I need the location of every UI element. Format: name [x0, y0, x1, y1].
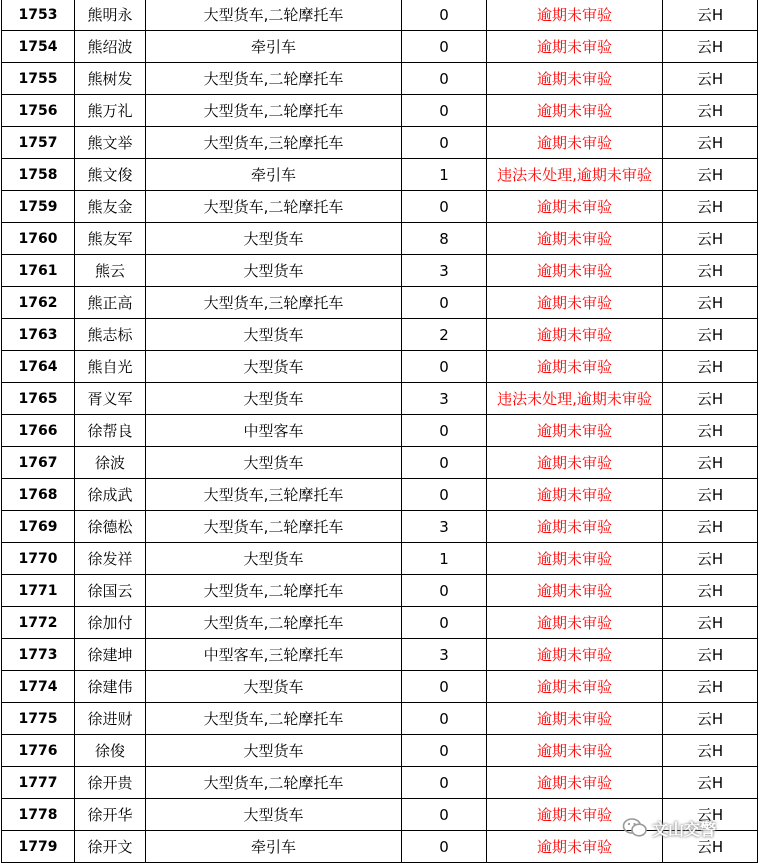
plate-region-cell: 云H: [663, 191, 758, 223]
driver-name-cell: 熊云: [75, 255, 146, 287]
status-cell: 逾期未审验: [487, 63, 663, 95]
driver-name-cell: 熊明永: [75, 0, 146, 31]
violation-count-cell: 0: [402, 575, 487, 607]
driver-name-cell: 熊友金: [75, 191, 146, 223]
table-row: [2, 703, 758, 735]
driver-name-cell: 徐加付: [75, 607, 146, 639]
status-cell: 逾期未审验: [487, 767, 663, 799]
violation-count-cell: 0: [402, 799, 487, 831]
vehicle-class-cell: 大型货车,二轮摩托车: [146, 703, 402, 735]
row-number-cell: 1769: [2, 511, 75, 543]
table-row: [2, 255, 758, 287]
plate-region-cell: 云H: [663, 703, 758, 735]
row-number-cell: 1778: [2, 799, 75, 831]
violation-count-cell: 0: [402, 703, 487, 735]
status-cell: 逾期未审验: [487, 511, 663, 543]
table-row: [2, 607, 758, 639]
vehicle-class-cell: 大型货车: [146, 799, 402, 831]
driver-name-cell: 徐俊: [75, 735, 146, 767]
vehicle-class-cell: 中型客车: [146, 415, 402, 447]
driver-name-cell: 徐建伟: [75, 671, 146, 703]
driver-name-cell: 徐进财: [75, 703, 146, 735]
driver-name-cell: 徐波: [75, 447, 146, 479]
vehicle-class-cell: 中型客车,三轮摩托车: [146, 639, 402, 671]
table-row: [2, 511, 758, 543]
plate-region-cell: 云H: [663, 383, 758, 415]
vehicle-class-cell: 大型货车,二轮摩托车: [146, 95, 402, 127]
violation-count-cell: 1: [402, 543, 487, 575]
vehicle-class-cell: 大型货车,二轮摩托车: [146, 191, 402, 223]
plate-region-cell: 云H: [663, 543, 758, 575]
violation-count-cell: 0: [402, 63, 487, 95]
driver-name-cell: 熊自光: [75, 351, 146, 383]
driver-name-cell: 徐发祥: [75, 543, 146, 575]
status-cell: 逾期未审验: [487, 479, 663, 511]
watermark-text: 文山交警: [652, 819, 717, 839]
status-cell: 逾期未审验: [487, 223, 663, 255]
status-cell: 逾期未审验: [487, 319, 663, 351]
violation-count-cell: 3: [402, 639, 487, 671]
row-number-cell: 1763: [2, 319, 75, 351]
status-cell: 违法未处理,逾期未审验: [487, 383, 663, 415]
row-number-cell: 1764: [2, 351, 75, 383]
row-number-cell: 1775: [2, 703, 75, 735]
table-row: [2, 95, 758, 127]
status-cell: 逾期未审验: [487, 0, 663, 31]
wechat-icon: [622, 817, 648, 839]
row-number-cell: 1758: [2, 159, 75, 191]
driver-name-cell: 熊文举: [75, 127, 146, 159]
status-cell: 逾期未审验: [487, 831, 663, 863]
plate-region-cell: 云H: [663, 831, 758, 863]
plate-region-cell: 云H: [663, 31, 758, 63]
table-row: [2, 671, 758, 703]
vehicle-class-cell: 大型货车: [146, 735, 402, 767]
status-cell: 逾期未审验: [487, 191, 663, 223]
row-number-cell: 1774: [2, 671, 75, 703]
plate-region-cell: 云H: [663, 607, 758, 639]
driver-name-cell: 徐德松: [75, 511, 146, 543]
status-cell: 逾期未审验: [487, 415, 663, 447]
vehicle-class-cell: 大型货车: [146, 255, 402, 287]
status-cell: 逾期未审验: [487, 799, 663, 831]
plate-region-cell: 云H: [663, 287, 758, 319]
vehicle-class-cell: 大型货车,二轮摩托车: [146, 767, 402, 799]
violation-count-cell: 0: [402, 95, 487, 127]
violation-count-cell: 3: [402, 511, 487, 543]
plate-region-cell: 云H: [663, 479, 758, 511]
status-cell: 逾期未审验: [487, 607, 663, 639]
plate-region-cell: 云H: [663, 575, 758, 607]
driver-name-cell: 徐建坤: [75, 639, 146, 671]
table-row: [2, 735, 758, 767]
driver-name-cell: 徐开贵: [75, 767, 146, 799]
driver-record-table: [1, 0, 758, 863]
table-row: [2, 575, 758, 607]
table-row: [2, 415, 758, 447]
violation-count-cell: 0: [402, 607, 487, 639]
table-row: [2, 767, 758, 799]
driver-name-cell: 熊志标: [75, 319, 146, 351]
row-number-cell: 1776: [2, 735, 75, 767]
table-row: [2, 287, 758, 319]
violation-count-cell: 0: [402, 0, 487, 31]
table-row: [2, 319, 758, 351]
row-number-cell: 1754: [2, 31, 75, 63]
status-cell: 逾期未审验: [487, 575, 663, 607]
table-row: [2, 447, 758, 479]
violation-count-cell: 0: [402, 351, 487, 383]
row-number-cell: 1761: [2, 255, 75, 287]
row-number-cell: 1772: [2, 607, 75, 639]
table-row: [2, 639, 758, 671]
vehicle-class-cell: 大型货车,二轮摩托车: [146, 63, 402, 95]
vehicle-class-cell: 大型货车,三轮摩托车: [146, 479, 402, 511]
plate-region-cell: 云H: [663, 447, 758, 479]
vehicle-class-cell: 大型货车,三轮摩托车: [146, 287, 402, 319]
row-number-cell: 1762: [2, 287, 75, 319]
driver-name-cell: 徐国云: [75, 575, 146, 607]
status-cell: 逾期未审验: [487, 447, 663, 479]
plate-region-cell: 云H: [663, 767, 758, 799]
plate-region-cell: 云H: [663, 415, 758, 447]
violation-count-cell: 0: [402, 191, 487, 223]
watermark: [622, 812, 754, 844]
violation-count-cell: 0: [402, 767, 487, 799]
driver-name-cell: 徐成武: [75, 479, 146, 511]
status-cell: 逾期未审验: [487, 671, 663, 703]
plate-region-cell: 云H: [663, 159, 758, 191]
status-cell: 逾期未审验: [487, 735, 663, 767]
violation-count-cell: 0: [402, 447, 487, 479]
violation-count-cell: 8: [402, 223, 487, 255]
violation-count-cell: 1: [402, 159, 487, 191]
status-cell: 逾期未审验: [487, 543, 663, 575]
violation-count-cell: 3: [402, 255, 487, 287]
status-cell: 逾期未审验: [487, 31, 663, 63]
row-number-cell: 1777: [2, 767, 75, 799]
table-row: [2, 351, 758, 383]
plate-region-cell: 云H: [663, 639, 758, 671]
vehicle-class-cell: 大型货车,二轮摩托车: [146, 575, 402, 607]
driver-name-cell: 熊正高: [75, 287, 146, 319]
violation-count-cell: 0: [402, 127, 487, 159]
row-number-cell: 1755: [2, 63, 75, 95]
plate-region-cell: 云H: [663, 671, 758, 703]
row-number-cell: 1770: [2, 543, 75, 575]
plate-region-cell: 云H: [663, 511, 758, 543]
table-row: [2, 63, 758, 95]
status-cell: 逾期未审验: [487, 287, 663, 319]
vehicle-class-cell: 牵引车: [146, 159, 402, 191]
violation-count-cell: 0: [402, 415, 487, 447]
violation-count-cell: 0: [402, 671, 487, 703]
plate-region-cell: 云H: [663, 63, 758, 95]
driver-name-cell: 徐帮良: [75, 415, 146, 447]
row-number-cell: 1756: [2, 95, 75, 127]
vehicle-class-cell: 大型货车: [146, 319, 402, 351]
driver-name-cell: 熊文俊: [75, 159, 146, 191]
plate-region-cell: 云H: [663, 351, 758, 383]
violation-count-cell: 0: [402, 479, 487, 511]
vehicle-class-cell: 牵引车: [146, 31, 402, 63]
driver-name-cell: 熊绍波: [75, 31, 146, 63]
status-cell: 逾期未审验: [487, 127, 663, 159]
vehicle-class-cell: 大型货车: [146, 447, 402, 479]
vehicle-class-cell: 大型货车: [146, 351, 402, 383]
row-number-cell: 1759: [2, 191, 75, 223]
table-row: [2, 543, 758, 575]
row-number-cell: 1771: [2, 575, 75, 607]
vehicle-class-cell: 大型货车,二轮摩托车: [146, 511, 402, 543]
vehicle-class-cell: 大型货车,二轮摩托车: [146, 0, 402, 31]
driver-name-cell: 徐开文: [75, 831, 146, 863]
table-row: [2, 479, 758, 511]
plate-region-cell: 云H: [663, 127, 758, 159]
vehicle-class-cell: 大型货车: [146, 543, 402, 575]
row-number-cell: 1768: [2, 479, 75, 511]
violation-count-cell: 0: [402, 287, 487, 319]
status-cell: 逾期未审验: [487, 95, 663, 127]
driver-name-cell: 胥义军: [75, 383, 146, 415]
row-number-cell: 1767: [2, 447, 75, 479]
table-row: [2, 223, 758, 255]
violation-count-cell: 0: [402, 735, 487, 767]
vehicle-class-cell: 大型货车,三轮摩托车: [146, 127, 402, 159]
vehicle-class-cell: 牵引车: [146, 831, 402, 863]
plate-region-cell: 云H: [663, 735, 758, 767]
table-row: [2, 383, 758, 415]
row-number-cell: 1753: [2, 0, 75, 31]
table-row: [2, 127, 758, 159]
status-cell: 逾期未审验: [487, 351, 663, 383]
status-cell: 逾期未审验: [487, 639, 663, 671]
driver-name-cell: 熊友军: [75, 223, 146, 255]
plate-region-cell: 云H: [663, 255, 758, 287]
violation-count-cell: 0: [402, 831, 487, 863]
status-cell: 违法未处理,逾期未审验: [487, 159, 663, 191]
violation-count-cell: 3: [402, 383, 487, 415]
violation-count-cell: 0: [402, 31, 487, 63]
vehicle-class-cell: 大型货车: [146, 223, 402, 255]
status-cell: 逾期未审验: [487, 255, 663, 287]
row-number-cell: 1760: [2, 223, 75, 255]
table-row: [2, 191, 758, 223]
plate-region-cell: 云H: [663, 0, 758, 31]
vehicle-class-cell: 大型货车: [146, 671, 402, 703]
plate-region-cell: 云H: [663, 223, 758, 255]
vehicle-class-cell: 大型货车: [146, 383, 402, 415]
row-number-cell: 1773: [2, 639, 75, 671]
table-body: [2, 0, 758, 863]
row-number-cell: 1765: [2, 383, 75, 415]
vehicle-class-cell: 大型货车,二轮摩托车: [146, 607, 402, 639]
table-row: [2, 31, 758, 63]
driver-name-cell: 熊树发: [75, 63, 146, 95]
driver-name-cell: 熊万礼: [75, 95, 146, 127]
plate-region-cell: 云H: [663, 799, 758, 831]
table-row: [2, 159, 758, 191]
plate-region-cell: 云H: [663, 319, 758, 351]
row-number-cell: 1757: [2, 127, 75, 159]
row-number-cell: 1779: [2, 831, 75, 863]
violation-count-cell: 2: [402, 319, 487, 351]
plate-region-cell: 云H: [663, 95, 758, 127]
status-cell: 逾期未审验: [487, 703, 663, 735]
row-number-cell: 1766: [2, 415, 75, 447]
driver-name-cell: 徐开华: [75, 799, 146, 831]
table-row: [2, 0, 758, 31]
